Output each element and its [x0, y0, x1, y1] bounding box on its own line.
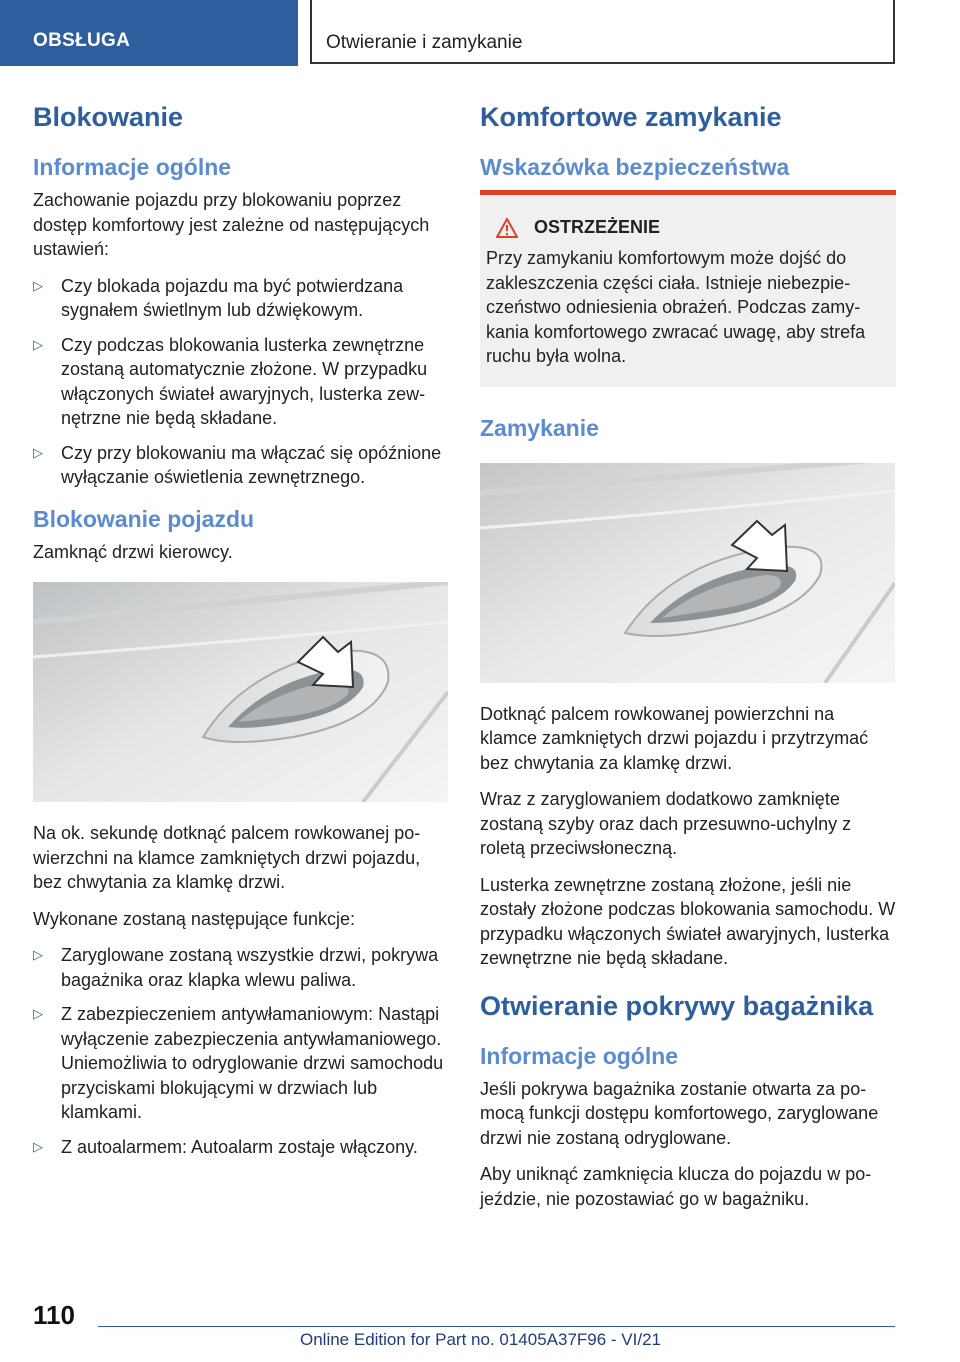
paragraph-general-info: Zachowanie pojazdu przy blokowaniu poprzez dostęp komfortowy jest zależne od następujących ustawień:	[33, 190, 430, 259]
list-item: ▷ Zaryglowane zostaną wszystkie drzwi, pokrywa bagażnika oraz klapka wlewu paliwa.	[33, 945, 439, 990]
chapter-header	[310, 0, 895, 64]
list-item: ▷ Czy przy blokowaniu ma włączać się opóźnione wyłączanie oświetlenia zewnętrznego.	[33, 442, 442, 487]
heading-closing: Zamykanie	[480, 414, 599, 441]
edition-info: Online Edition for Part no. 01405A37F96 - VI/21	[300, 1330, 662, 1349]
warning-triangle-icon	[496, 218, 518, 238]
functions-list	[33, 943, 449, 1159]
bullet-triangle-icon: ▷	[33, 336, 43, 352]
heading-blokowanie: Blokowanie	[33, 102, 184, 132]
heading-lock-vehicle: Blokowanie pojazdu	[33, 505, 255, 532]
right-column	[480, 100, 896, 1223]
heading-comfort-closing: Komfortowe zamykanie	[480, 102, 782, 132]
paragraph-mirrors: Lusterka zewnętrzne zostaną złożone, jeśli nie zostały złożone podczas blokowania samochodu. W przypadku włączonych świateł awaryjnych, lusterka zewnętrzne nie będą składane.	[480, 874, 896, 968]
heading-general-info: Informacje ogólne	[33, 154, 232, 180]
bullet-triangle-icon: ▷	[33, 444, 43, 460]
list-item: ▷ Czy podczas blokowania lusterka zewnętrzne zostaną automatycznie złożone. W przypadku włączonych świateł awaryjnych, lusterka zewnętrzne nie będą składane.	[33, 334, 428, 428]
door-handle-photo	[33, 582, 448, 802]
warning-box	[480, 190, 896, 387]
paragraph-trunk-key: Aby uniknąć zamknięcia klucza do pojazdu w pojeździe, nie pozostawiać go w bagażniku.	[480, 1164, 872, 1209]
warning-text: Przy zamykaniu komfortowym może dojść do zakleszczenia części ciała. Istnieje niebezpieczeństwo odniesienia obrażeń. Podczas zamykania komfortowego zwracać uwagę, aby strefa ruchu była wolna.	[486, 248, 866, 366]
bullet-triangle-icon: ▷	[33, 1006, 43, 1021]
paragraph-windows-roof: Wraz z zaryglowaniem dodatkowo zamknięte zostaną szyby oraz dach przesuwno-uchylny z roletą przeciwsłoneczną.	[480, 789, 852, 858]
bullet-triangle-icon: ▷	[33, 1138, 43, 1154]
paragraph-trunk-comfort: Jeśli pokrywa bagażnika zostanie otwarta za pomocą funkcji dostępu komfortowego, zaryglowane drzwi nie zostaną odryglowane.	[480, 1078, 879, 1148]
door-handle-photo	[480, 463, 895, 683]
footer-divider	[98, 1326, 895, 1327]
paragraph-functions: Wykonane zostaną następujące funkcje:	[33, 908, 356, 929]
heading-open-trunk: Otwieranie pokrywy bagażnika	[480, 990, 874, 1021]
section-tab	[0, 0, 298, 66]
heading-safety-note: Wskazówka bezpieczeństwa	[480, 154, 790, 180]
bullet-triangle-icon: ▷	[33, 277, 43, 293]
bullet-triangle-icon: ▷	[33, 947, 43, 962]
chapter-title: Otwieranie i zamykanie	[326, 32, 523, 53]
page-number: 110	[33, 1300, 75, 1330]
section-label: OBSŁUGA	[33, 30, 131, 51]
warning-label: OSTRZEŻENIE	[534, 217, 661, 237]
left-column	[33, 100, 449, 1173]
settings-list	[33, 274, 449, 490]
heading-general-info: Informacje ogólne	[480, 1042, 679, 1069]
list-item: ▷ Z autoalarmem: Autoalarm zostaje włączony.	[33, 1135, 449, 1160]
paragraph-close-door: Zamknąć drzwi kierowcy.	[33, 541, 233, 562]
list-item: ▷ Z zabezpieczeniem antywłamaniowym: Nastąpi wyłączenie zabezpieczenia antywłamaniowego. Uniemożliwia to odryglowanie drzwi samochodu przyciskami blokującymi w drzwiach lub klamkami.	[33, 1004, 444, 1122]
paragraph-touch-handle: Na ok. sekundę dotknąć palcem rowkowanej powierzchni na klamce zamkniętych drzwi pojazdu, bez chwytania za klamkę drzwi.	[33, 823, 421, 892]
list-item: ▷ Czy blokada pojazdu ma być potwierdzana sygnałem świetlnym lub dźwiękowym.	[33, 275, 404, 320]
paragraph-touch-hold: Dotknąć palcem rowkowanej powierzchni na klamce zamkniętych drzwi pojazdu i przytrzymać bez chwytania za klamkę drzwi.	[480, 703, 869, 773]
